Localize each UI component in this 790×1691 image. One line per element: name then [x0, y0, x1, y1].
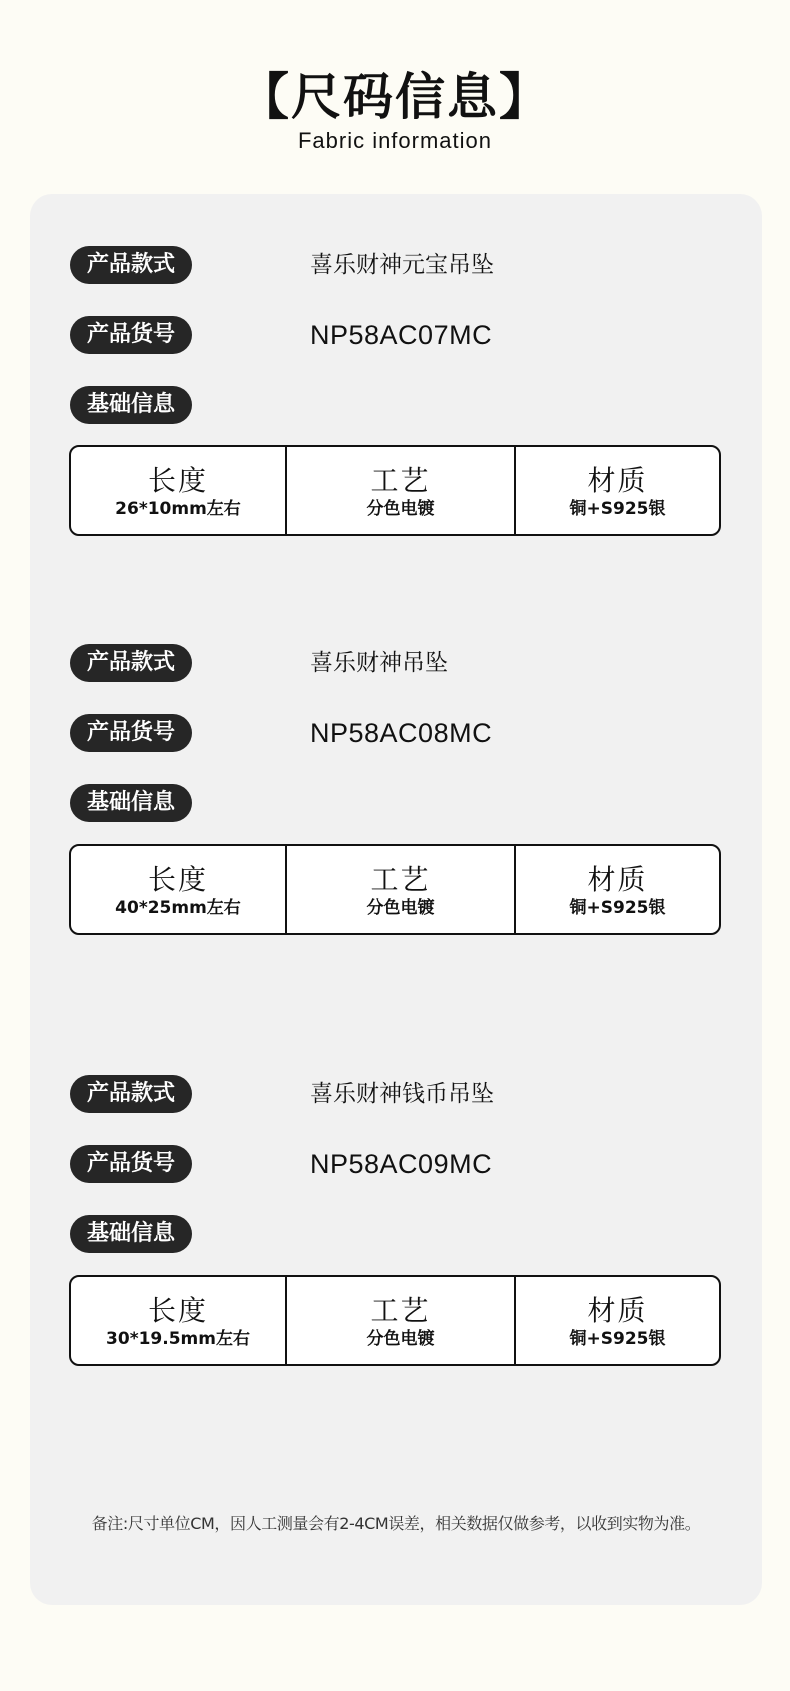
material-value: 铜+S925银	[569, 499, 666, 519]
length-cell	[71, 1277, 285, 1364]
material-heading: 材质	[587, 863, 648, 896]
product-section-3	[30, 1025, 762, 1349]
length-heading: 长度	[147, 1294, 208, 1327]
basic-info-label-tag: 基础信息	[70, 1215, 192, 1253]
basic-info-label-tag: 基础信息	[70, 784, 192, 822]
material-cell	[514, 447, 719, 534]
length-heading: 长度	[147, 863, 208, 896]
code-label-tag: 产品货号	[70, 1145, 192, 1183]
craft-heading: 工艺	[370, 1294, 431, 1327]
length-value: 26*10mm左右	[115, 499, 241, 519]
product-code: NP58AC09MC	[310, 1149, 493, 1179]
product-name: 喜乐财神吊坠	[310, 650, 448, 676]
length-value: 40*25mm左右	[115, 898, 241, 918]
length-cell	[71, 447, 285, 534]
material-value: 铜+S925银	[569, 1329, 666, 1349]
basic-info-label-tag: 基础信息	[70, 386, 192, 424]
style-label-tag: 产品款式	[70, 1075, 192, 1113]
product-code: NP58AC08MC	[310, 718, 493, 748]
material-cell	[514, 846, 719, 933]
basic-info-table	[69, 844, 721, 935]
craft-value: 分色电镀	[366, 499, 435, 519]
craft-cell	[285, 1277, 514, 1364]
craft-heading: 工艺	[370, 863, 431, 896]
material-value: 铜+S925银	[569, 898, 666, 918]
length-value: 30*19.5mm左右	[106, 1329, 250, 1349]
page-title: 【尺码信息】	[239, 68, 551, 126]
material-heading: 材质	[587, 464, 648, 497]
product-name: 喜乐财神钱币吊坠	[310, 1081, 494, 1107]
craft-cell	[285, 846, 514, 933]
code-label-tag: 产品货号	[70, 316, 192, 354]
craft-value: 分色电镀	[366, 898, 435, 918]
basic-info-table	[69, 1275, 721, 1366]
product-name: 喜乐财神元宝吊坠	[310, 252, 494, 278]
page-subtitle: Fabric information	[297, 128, 493, 153]
basic-info-table	[69, 445, 721, 536]
product-code: NP58AC07MC	[310, 320, 493, 350]
style-label-tag: 产品款式	[70, 644, 192, 682]
code-label-tag: 产品货号	[70, 714, 192, 752]
measurement-note: 备注:尺寸单位CM，因人工测量会有2-4CM误差，相关数据仅做参考，以收到实物为准。	[91, 1514, 701, 1533]
material-cell	[514, 1277, 719, 1364]
craft-cell	[285, 447, 514, 534]
craft-heading: 工艺	[370, 464, 431, 497]
material-heading: 材质	[587, 1294, 648, 1327]
size-info-card	[30, 194, 762, 1605]
length-heading: 长度	[147, 464, 208, 497]
product-section-1	[30, 194, 762, 519]
craft-value: 分色电镀	[366, 1329, 435, 1349]
product-section-2	[30, 594, 762, 918]
length-cell	[71, 846, 285, 933]
style-label-tag: 产品款式	[70, 246, 192, 284]
